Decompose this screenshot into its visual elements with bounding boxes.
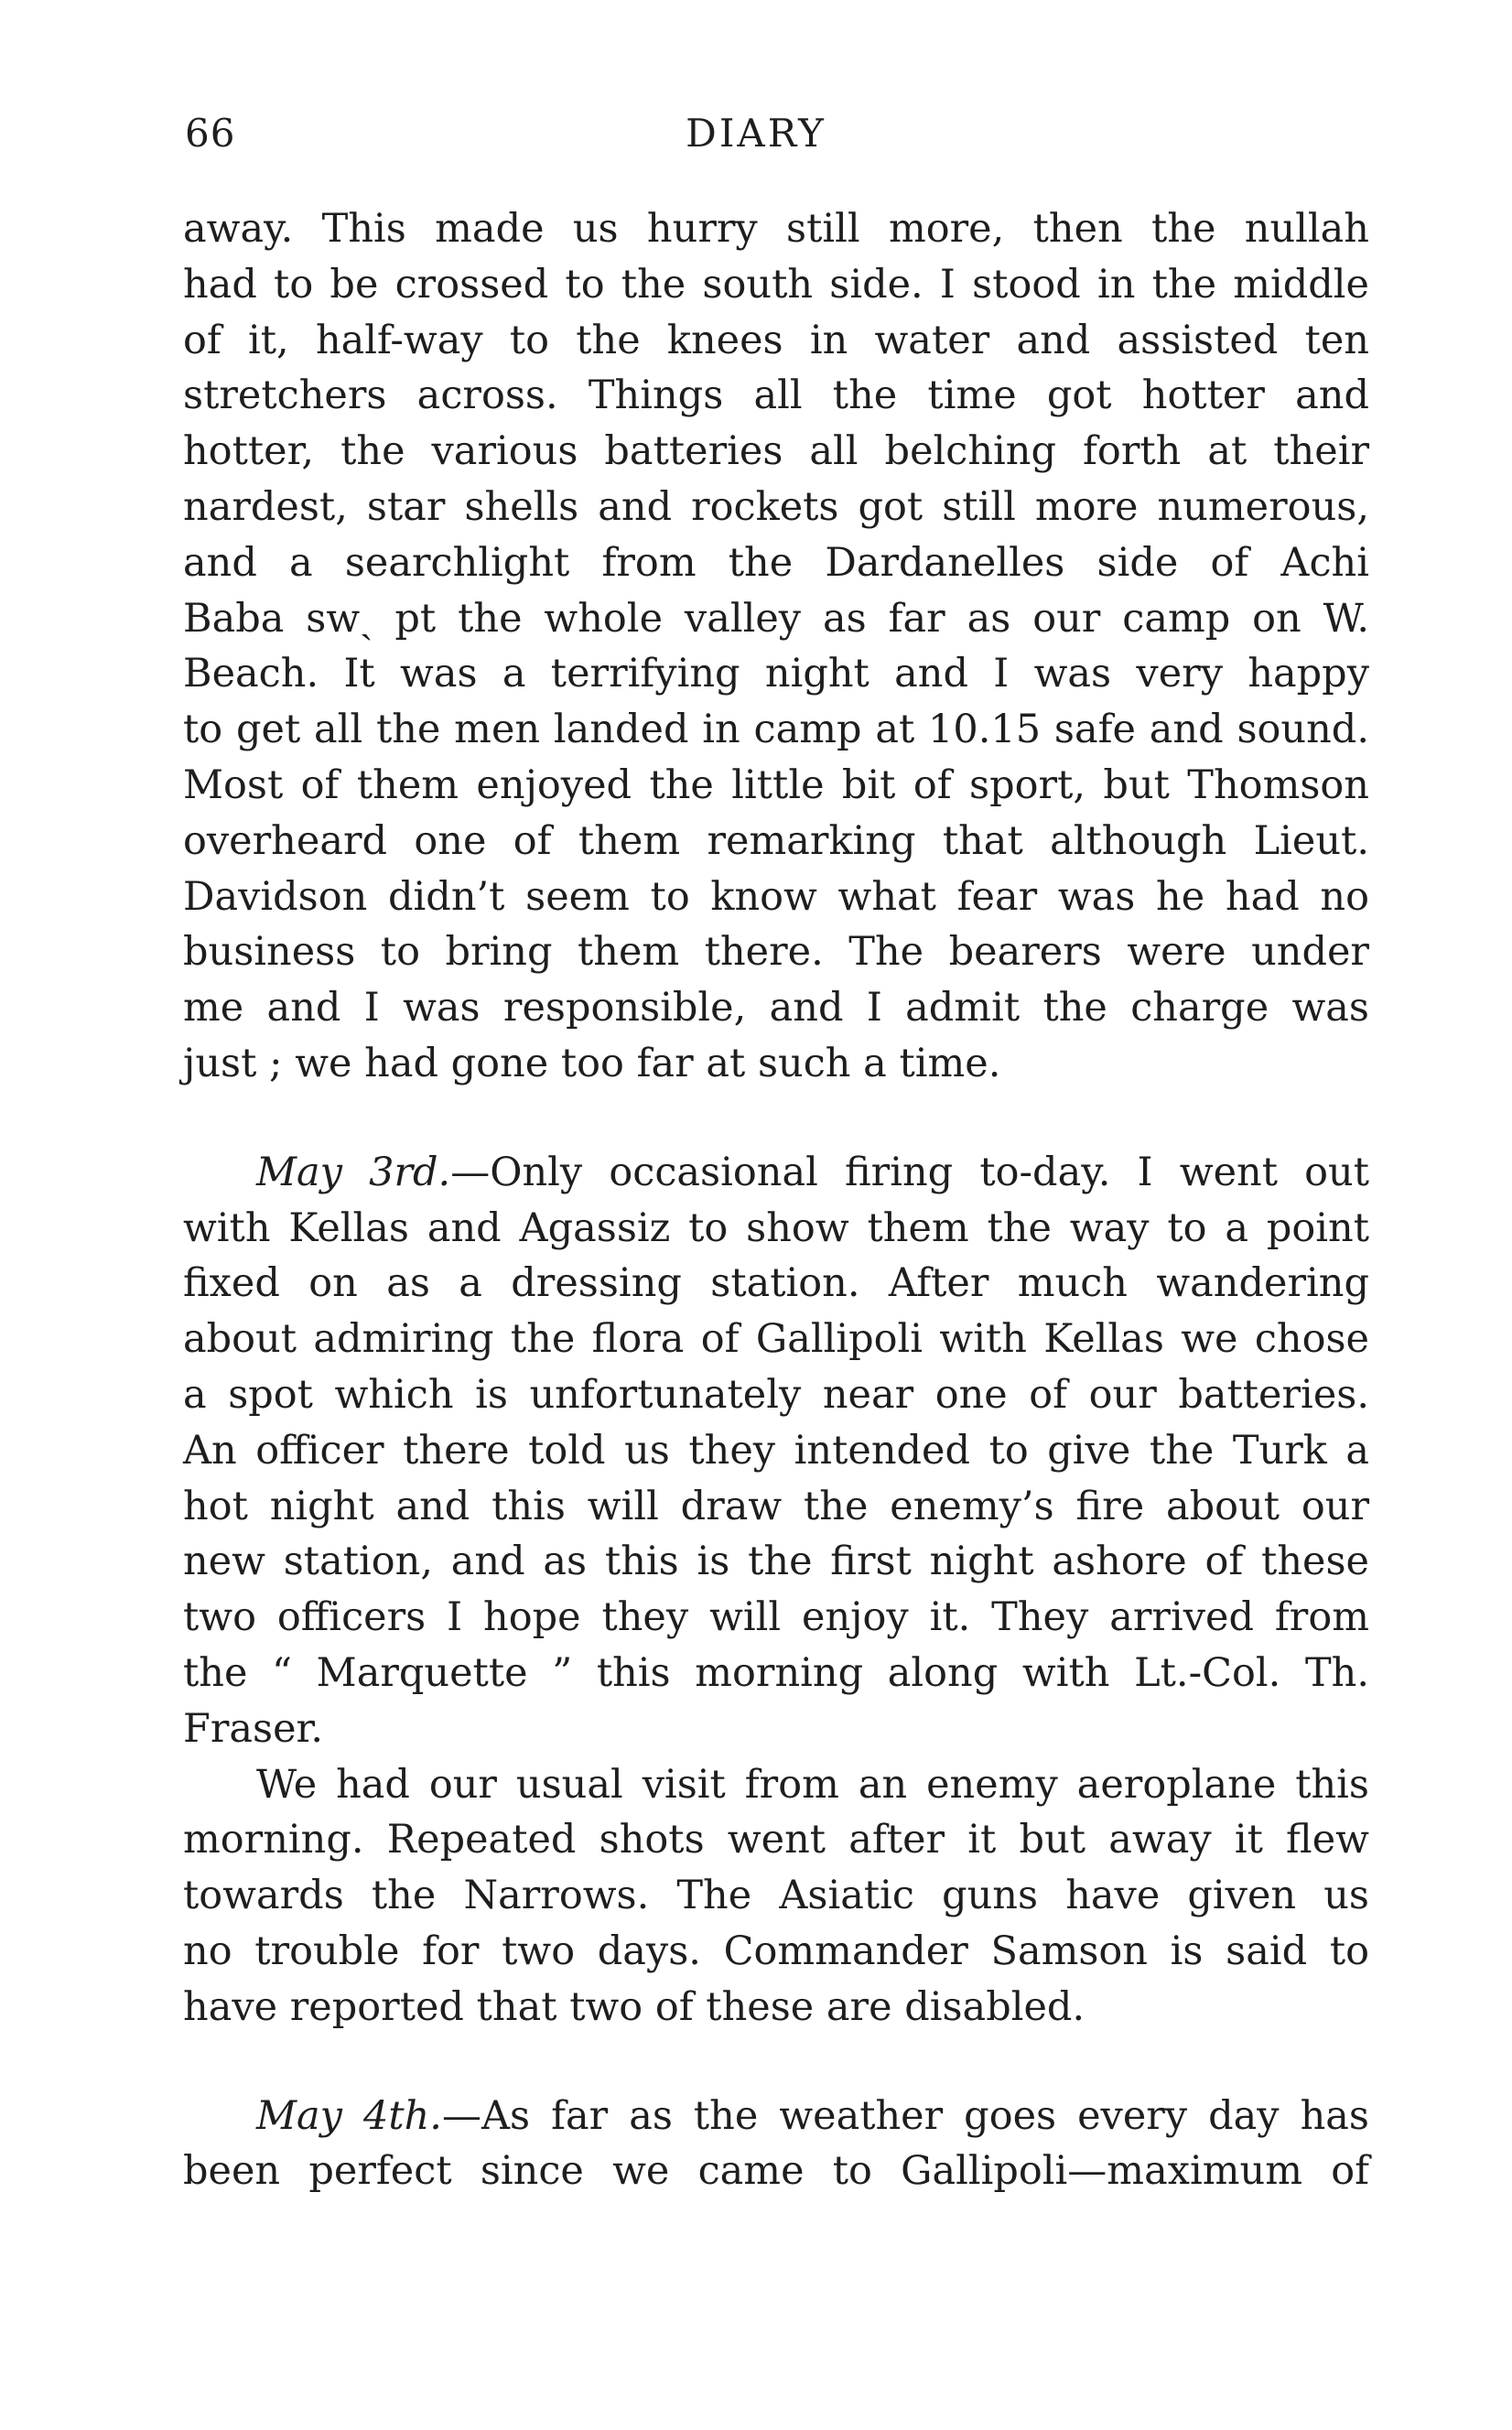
entry-text: —As far as the weather goes every day has — [441, 2092, 1369, 2139]
entry-may-4th — [183, 2089, 1369, 2200]
text-line: of it, half-way to the knees in water and assisted ten — [183, 317, 1369, 363]
text-line: nardest, star shells and rockets got still more numerous, — [183, 483, 1369, 530]
text-line: towards the Narrows. The Asiatic guns have given us — [183, 1873, 1369, 1919]
text-line: hotter, the various batteries all belching forth at their — [183, 428, 1369, 475]
text-line: no trouble for two days. Commander Samson is said to — [183, 1928, 1369, 1974]
text-line: new station, and as this is the first night ashore of these — [183, 1539, 1369, 1585]
paragraph-aeroplane — [183, 1757, 1369, 2036]
text-line: with Kellas and Agassiz to show them the way to a point — [183, 1204, 1369, 1251]
running-title: DIARY — [686, 111, 826, 156]
text-line: overheard one of them remarking that although Lieut. — [183, 817, 1369, 864]
text-line: stretchers across. Things all the time got hotter and — [183, 373, 1369, 419]
text-line: Davidson didn’t seem to know what fear was he had no — [183, 873, 1369, 920]
entry-date-may-4th: May 4th. — [256, 2092, 442, 2139]
text-line: Beach. It was a terrifying night and I was very happy — [183, 651, 1369, 697]
text-line — [183, 2089, 1369, 2144]
text-line: a spot which is unfortunately near one of our batteries. — [183, 1371, 1369, 1418]
text-line: to get all the men landed in camp at 10.15 safe and sound. — [183, 707, 1369, 753]
text-line: the “ Marquette ” this morning along with Lt.-Col. Th. — [183, 1649, 1369, 1696]
text-line: away. This made us hurry still more, then the nullah — [183, 206, 1369, 252]
text-line: been perfect since we came to Gallipoli—maximum of — [183, 2148, 1369, 2195]
text-line: hot night and this will draw the enemy’s fire about our — [183, 1483, 1369, 1529]
text-line: business to bring them there. The bearers were under — [183, 929, 1369, 976]
text-line: and a searchlight from the Dardanelles side of Achi — [183, 539, 1369, 586]
text-line: just ; we had gone too far at such a time. — [183, 1040, 1001, 1086]
text-line: fixed on as a dressing station. After much wandering — [183, 1260, 1369, 1307]
text-column — [183, 201, 1369, 2199]
text-line: We had our usual visit from an enemy aeroplane this — [256, 1761, 1369, 1808]
paragraph-gap — [183, 2036, 1369, 2089]
text-line — [183, 1145, 1369, 1201]
text-line: Fraser. — [183, 1705, 324, 1752]
text-line: Most of them enjoyed the little bit of sport, but Thomson — [183, 761, 1369, 808]
entry-text: —Only occasional firing to-day. I went out — [450, 1149, 1369, 1195]
text-line: have reported that two of these are disabled. — [183, 1983, 1085, 2030]
text-line: about admiring the flora of Gallipoli with Kellas we chose — [183, 1316, 1369, 1363]
text-line: morning. Repeated shots went after it but away it flew — [183, 1817, 1369, 1863]
entry-may-3rd — [183, 1145, 1369, 1757]
text-line: two officers I hope they will enjoy it. They arrived from — [183, 1594, 1369, 1641]
text-line: An officer there told us they intended to give the Turk a — [183, 1427, 1369, 1474]
text-line: had to be crossed to the south side. I stood in the middle — [183, 261, 1369, 308]
entry-date-may-3rd: May 3rd. — [256, 1149, 451, 1195]
page-number: 66 — [185, 111, 236, 156]
paragraph-night-return — [183, 201, 1369, 1092]
text-line: Baba swˎ pt the whole valley as far as our camp on W. — [183, 595, 1369, 642]
paragraph-gap — [183, 1092, 1369, 1145]
text-line: me and I was responsible, and I admit the charge was — [183, 985, 1369, 1031]
